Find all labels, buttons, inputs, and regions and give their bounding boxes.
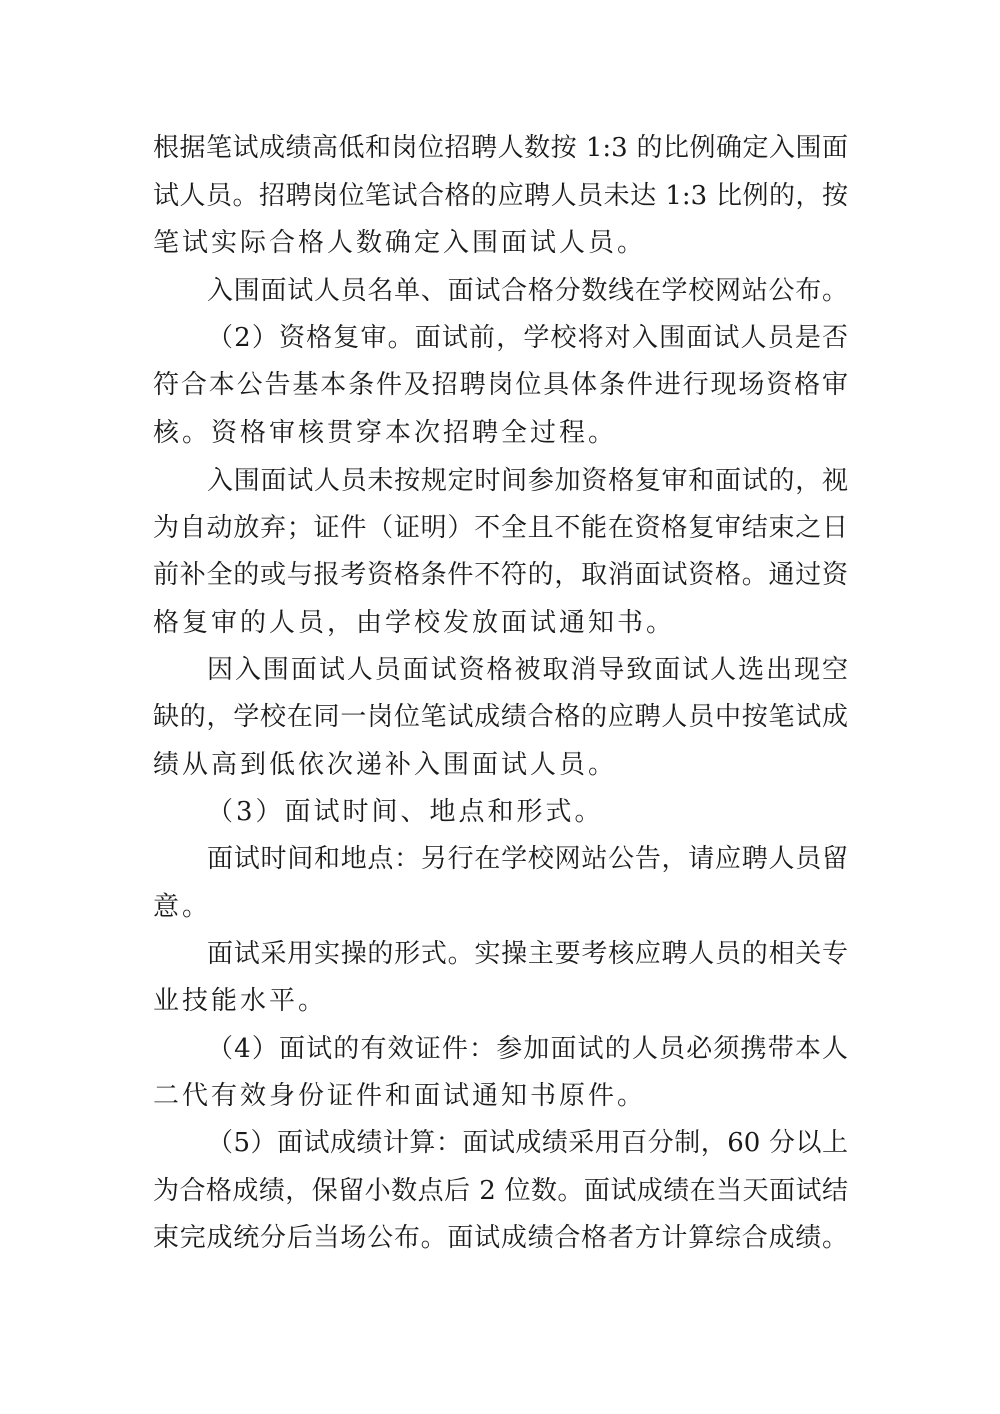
- text-line: 前补全的或与报考资格条件不符的，取消面试资格。通过资: [153, 560, 848, 590]
- text-line: 绩从高到低依次递补入围面试人员。: [153, 750, 618, 780]
- text-line: 笔试实际合格人数确定入围面试人员。: [153, 228, 647, 258]
- text-line: 入围面试人员名单、面试合格分数线在学校网站公布。: [207, 276, 848, 306]
- text-line: 符合本公告基本条件及招聘岗位具体条件进行现场资格审: [153, 370, 848, 400]
- text-line: 因入围面试人员面试资格被取消导致面试人选出现空: [207, 655, 848, 685]
- text-line: 面试时间和地点：另行在学校网站公告，请应聘人员留: [207, 844, 848, 874]
- text-line: （4）面试的有效证件：参加面试的人员必须携带本人: [207, 1034, 848, 1064]
- text-line: 根据笔试成绩高低和岗位招聘人数按 1:3 的比例确定入围面: [153, 133, 848, 163]
- text-line: 面试采用实操的形式。实操主要考核应聘人员的相关专: [207, 939, 848, 969]
- text-line: 格复审的人员，由学校发放面试通知书。: [153, 608, 676, 638]
- text-line: 试人员。招聘岗位笔试合格的应聘人员未达 1:3 比例的，按: [153, 181, 848, 211]
- text-line: 为合格成绩，保留小数点后 2 位数。面试成绩在当天面试结: [153, 1176, 848, 1206]
- text-line: 二代有效身份证件和面试通知书原件。: [153, 1081, 647, 1111]
- text-line: 业技能水平。: [153, 986, 328, 1016]
- text-line: 缺的，学校在同一岗位笔试成绩合格的应聘人员中按笔试成: [153, 702, 848, 732]
- text-line: 束完成统分后当场公布。面试成绩合格者方计算综合成绩。: [153, 1223, 848, 1253]
- text-line: 为自动放弃；证件（证明）不全且不能在资格复审结束之日: [153, 513, 848, 543]
- text-line: 意。: [153, 892, 212, 922]
- text-line: （2）资格复审。面试前，学校将对入围面试人员是否: [207, 323, 848, 353]
- text-line: 入围面试人员未按规定时间参加资格复审和面试的，视: [207, 466, 848, 496]
- text-line: 核。资格审核贯穿本次招聘全过程。: [153, 418, 618, 448]
- text-line: （5）面试成绩计算：面试成绩采用百分制，60 分以上: [207, 1128, 848, 1158]
- text-line: （3）面试时间、地点和形式。: [207, 797, 604, 827]
